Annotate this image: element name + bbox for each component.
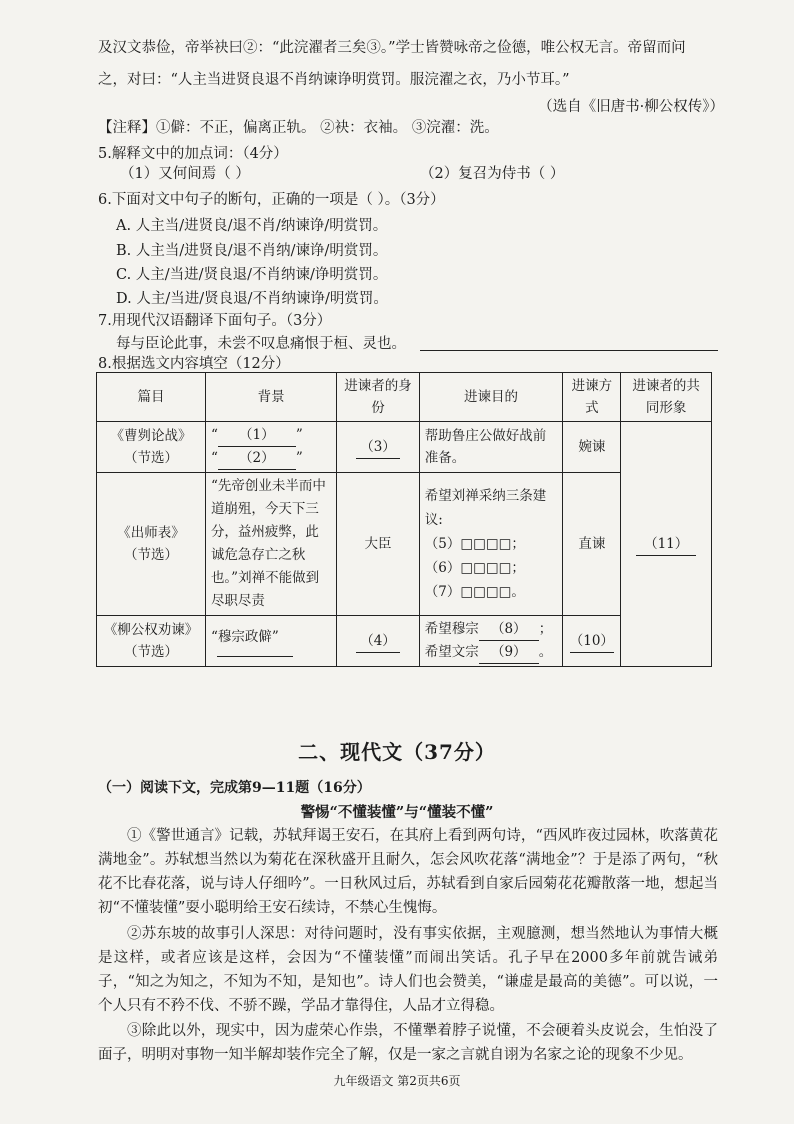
cell-background-chushibiao: “先帝创业未半而中道崩殂，今天下三分，益州疲弊，此诚危急存亡之秋也。”刘禅不能做到尽职尽责 — [205, 473, 336, 616]
cell-method-liugongquan — [563, 616, 621, 667]
table-row-caogui — [97, 422, 712, 473]
blank-11[interactable]: （11） — [636, 533, 696, 556]
quote-open: “ — [210, 450, 218, 466]
blank-2[interactable]: （2） — [218, 447, 296, 470]
punct: 。 — [538, 644, 553, 660]
blank-3[interactable]: （3） — [356, 436, 400, 459]
purpose-label: 希望穆宗 — [424, 621, 479, 637]
article-title: 警惕“不懂装懂”与“懂装不懂” — [300, 804, 494, 821]
q6-option-d: D. 人主/当进/贤良退/不肖纳谏诤/明赏罚。 — [116, 291, 388, 307]
quote-close: ” — [295, 427, 303, 443]
q8-stem: 8.根据选文内容填空（12分） — [98, 356, 290, 372]
passage-line-2: 之，对曰：“人主当进贤良退不肖纳谏诤明赏罚。服浣濯之衣，乃小节耳。” — [98, 72, 570, 88]
cell-identity-chushibiao: 大臣 — [337, 473, 419, 616]
cell-background-caogui — [205, 422, 336, 473]
cell-identity-liugongquan — [337, 616, 419, 667]
header-method: 进谏方式 — [563, 373, 621, 422]
q7-answer-line — [420, 350, 718, 351]
cell-background-liugongquan — [205, 616, 336, 667]
blank-6[interactable]: （6）□□□□； — [424, 560, 525, 576]
purpose-intro: 希望刘禅采纳三条建议: — [424, 488, 547, 528]
blank-4[interactable]: （4） — [356, 630, 400, 653]
cell-purpose-chushibiao — [419, 473, 563, 616]
q5-item-1: （1）又何间焉（ ） — [120, 166, 250, 182]
purpose-line-1 — [425, 618, 558, 641]
paragraph-2: ②苏东坡的故事引人深思：对待问题时，没有事实依据，主观臆测，想当然地认为事情大概是这样，或者应该是这样，会因为“不懂装懂”而闹出笑话。孔子早在2000多年前就告诫弟子，“知之为知之，不知为不知，是知也”。诗人们也会赞美，“谦虚是最高的美德”。可以说，一个人只有不矜不伐、不骄不躁，学品才靠得住，人品才立得稳。 — [98, 926, 718, 1014]
bg-line-1 — [211, 424, 331, 447]
header-title: 篇目 — [97, 373, 206, 422]
cell-purpose-liugongquan — [419, 616, 563, 667]
q6-option-c: C. 人主/当进/贤良退/不肖纳谏/诤明赏罚。 — [116, 267, 388, 283]
blank-7[interactable]: （7）□□□□。 — [424, 584, 525, 600]
quote-close: ” — [295, 450, 303, 466]
header-purpose: 进谏目的 — [419, 373, 563, 422]
q6-stem: 6.下面对文中句子的断句，正确的一项是（ ）。（3分） — [98, 192, 445, 208]
punct: ； — [538, 621, 553, 637]
paragraph-3: ③除此以外，现实中，因为虚荣心作祟，不懂犟着脖子说懂，不会硬着头皮说会，生怕没了面子，明明对事物一知半解却装作完全了解，仅是一家之言就自诩为名家之论的现象不少见。 — [98, 1023, 718, 1063]
section-heading: 二、现代文（37分） — [298, 740, 496, 764]
paragraph-1: ①《警世通言》记载，苏轼拜谒王安石，在其府上看到两句诗，“西风昨夜过园林，吹落黄花满地金”。苏轼想当然以为菊花在深秋盛开且耐久，怎会风吹花落“满地金”？于是添了两句，“秋花不比春花落，说与诗人仔细吟”。一日秋风过后，苏轼看到自家后园菊花花瓣散落一地，想起当初“不懂装懂”耍小聪明给王安石续诗，不禁心生愧悔。 — [98, 828, 718, 916]
table-header-row — [97, 373, 712, 422]
q5-item-2: （2）复召为侍书（ ） — [420, 166, 565, 182]
title-text: 《出师表》 — [117, 525, 185, 541]
passage-source: （选自《旧唐书·柳公权传》） — [538, 99, 724, 115]
cell-identity-caogui — [337, 422, 419, 473]
blank-8[interactable]: （8） — [479, 618, 539, 641]
q7-sentence: 每与臣论此事，未尝不叹息痛恨于桓、灵也。 — [116, 336, 406, 352]
cell-purpose-caogui: 帮助鲁庄公做好战前准备。 — [419, 422, 563, 473]
cell-title-chushibiao — [97, 473, 206, 616]
header-image: 进谏者的共同形象 — [621, 373, 712, 422]
q8-table — [96, 372, 712, 667]
title-text: 《曹刿论战》 — [110, 428, 192, 444]
part-instruction: （一）阅读下文，完成第9—11题（16分） — [98, 780, 371, 796]
subtitle-text: （节选） — [123, 450, 178, 466]
title-text: 《柳公权劝谏》 — [103, 622, 199, 638]
cell-method-caogui: 婉谏 — [563, 422, 621, 473]
cell-title-liugongquan — [97, 616, 206, 667]
quote-open: “ — [210, 427, 218, 443]
bg-quote: “穆宗政僻” — [210, 628, 279, 645]
annotation-notes: 【注释】①僻：不正，偏离正轨。 ②袂：衣袖。 ③浣濯：洗。 — [98, 120, 499, 136]
table-row-chushibiao — [97, 473, 712, 616]
header-identity: 进谏者的身份 — [337, 373, 419, 422]
blank-1[interactable]: （1） — [218, 424, 296, 447]
purpose-line-2 — [425, 641, 558, 664]
q6-option-a: A. 人主当/进贤良/退不肖/纳谏诤/明赏罚。 — [116, 218, 388, 234]
cell-method-chushibiao: 直谏 — [563, 473, 621, 616]
blank-10[interactable]: （10） — [570, 630, 614, 653]
passage-line-1: 及汉文恭俭，帝举袂曰②：“此浣濯者三矣③。”学士皆赞咏帝之俭德，唯公权无言。帝留而问 — [98, 40, 686, 56]
cell-title-caogui — [97, 422, 206, 473]
purpose-label: 希望文宗 — [424, 644, 479, 660]
header-background: 背景 — [205, 373, 336, 422]
q7-stem: 7.用现代汉语翻译下面句子。（3分） — [98, 313, 332, 329]
bg-underline — [217, 648, 293, 657]
cell-common-image — [621, 422, 712, 667]
blank-5[interactable]: （5）□□□□； — [424, 536, 525, 552]
q6-option-b: B. 人主当/进贤良/退不肖纳/谏诤/明赏罚。 — [116, 243, 388, 259]
q5-stem: 5.解释文中的加点词：（4分） — [98, 146, 288, 162]
subtitle-text: （节选） — [123, 644, 178, 660]
page-footer: 九年级语文 第2页共6页 — [333, 1074, 461, 1088]
table-row-liugongquan — [97, 616, 712, 667]
subtitle-text: （节选） — [123, 547, 178, 563]
blank-9[interactable]: （9） — [479, 641, 539, 664]
bg-line-2 — [211, 447, 331, 470]
